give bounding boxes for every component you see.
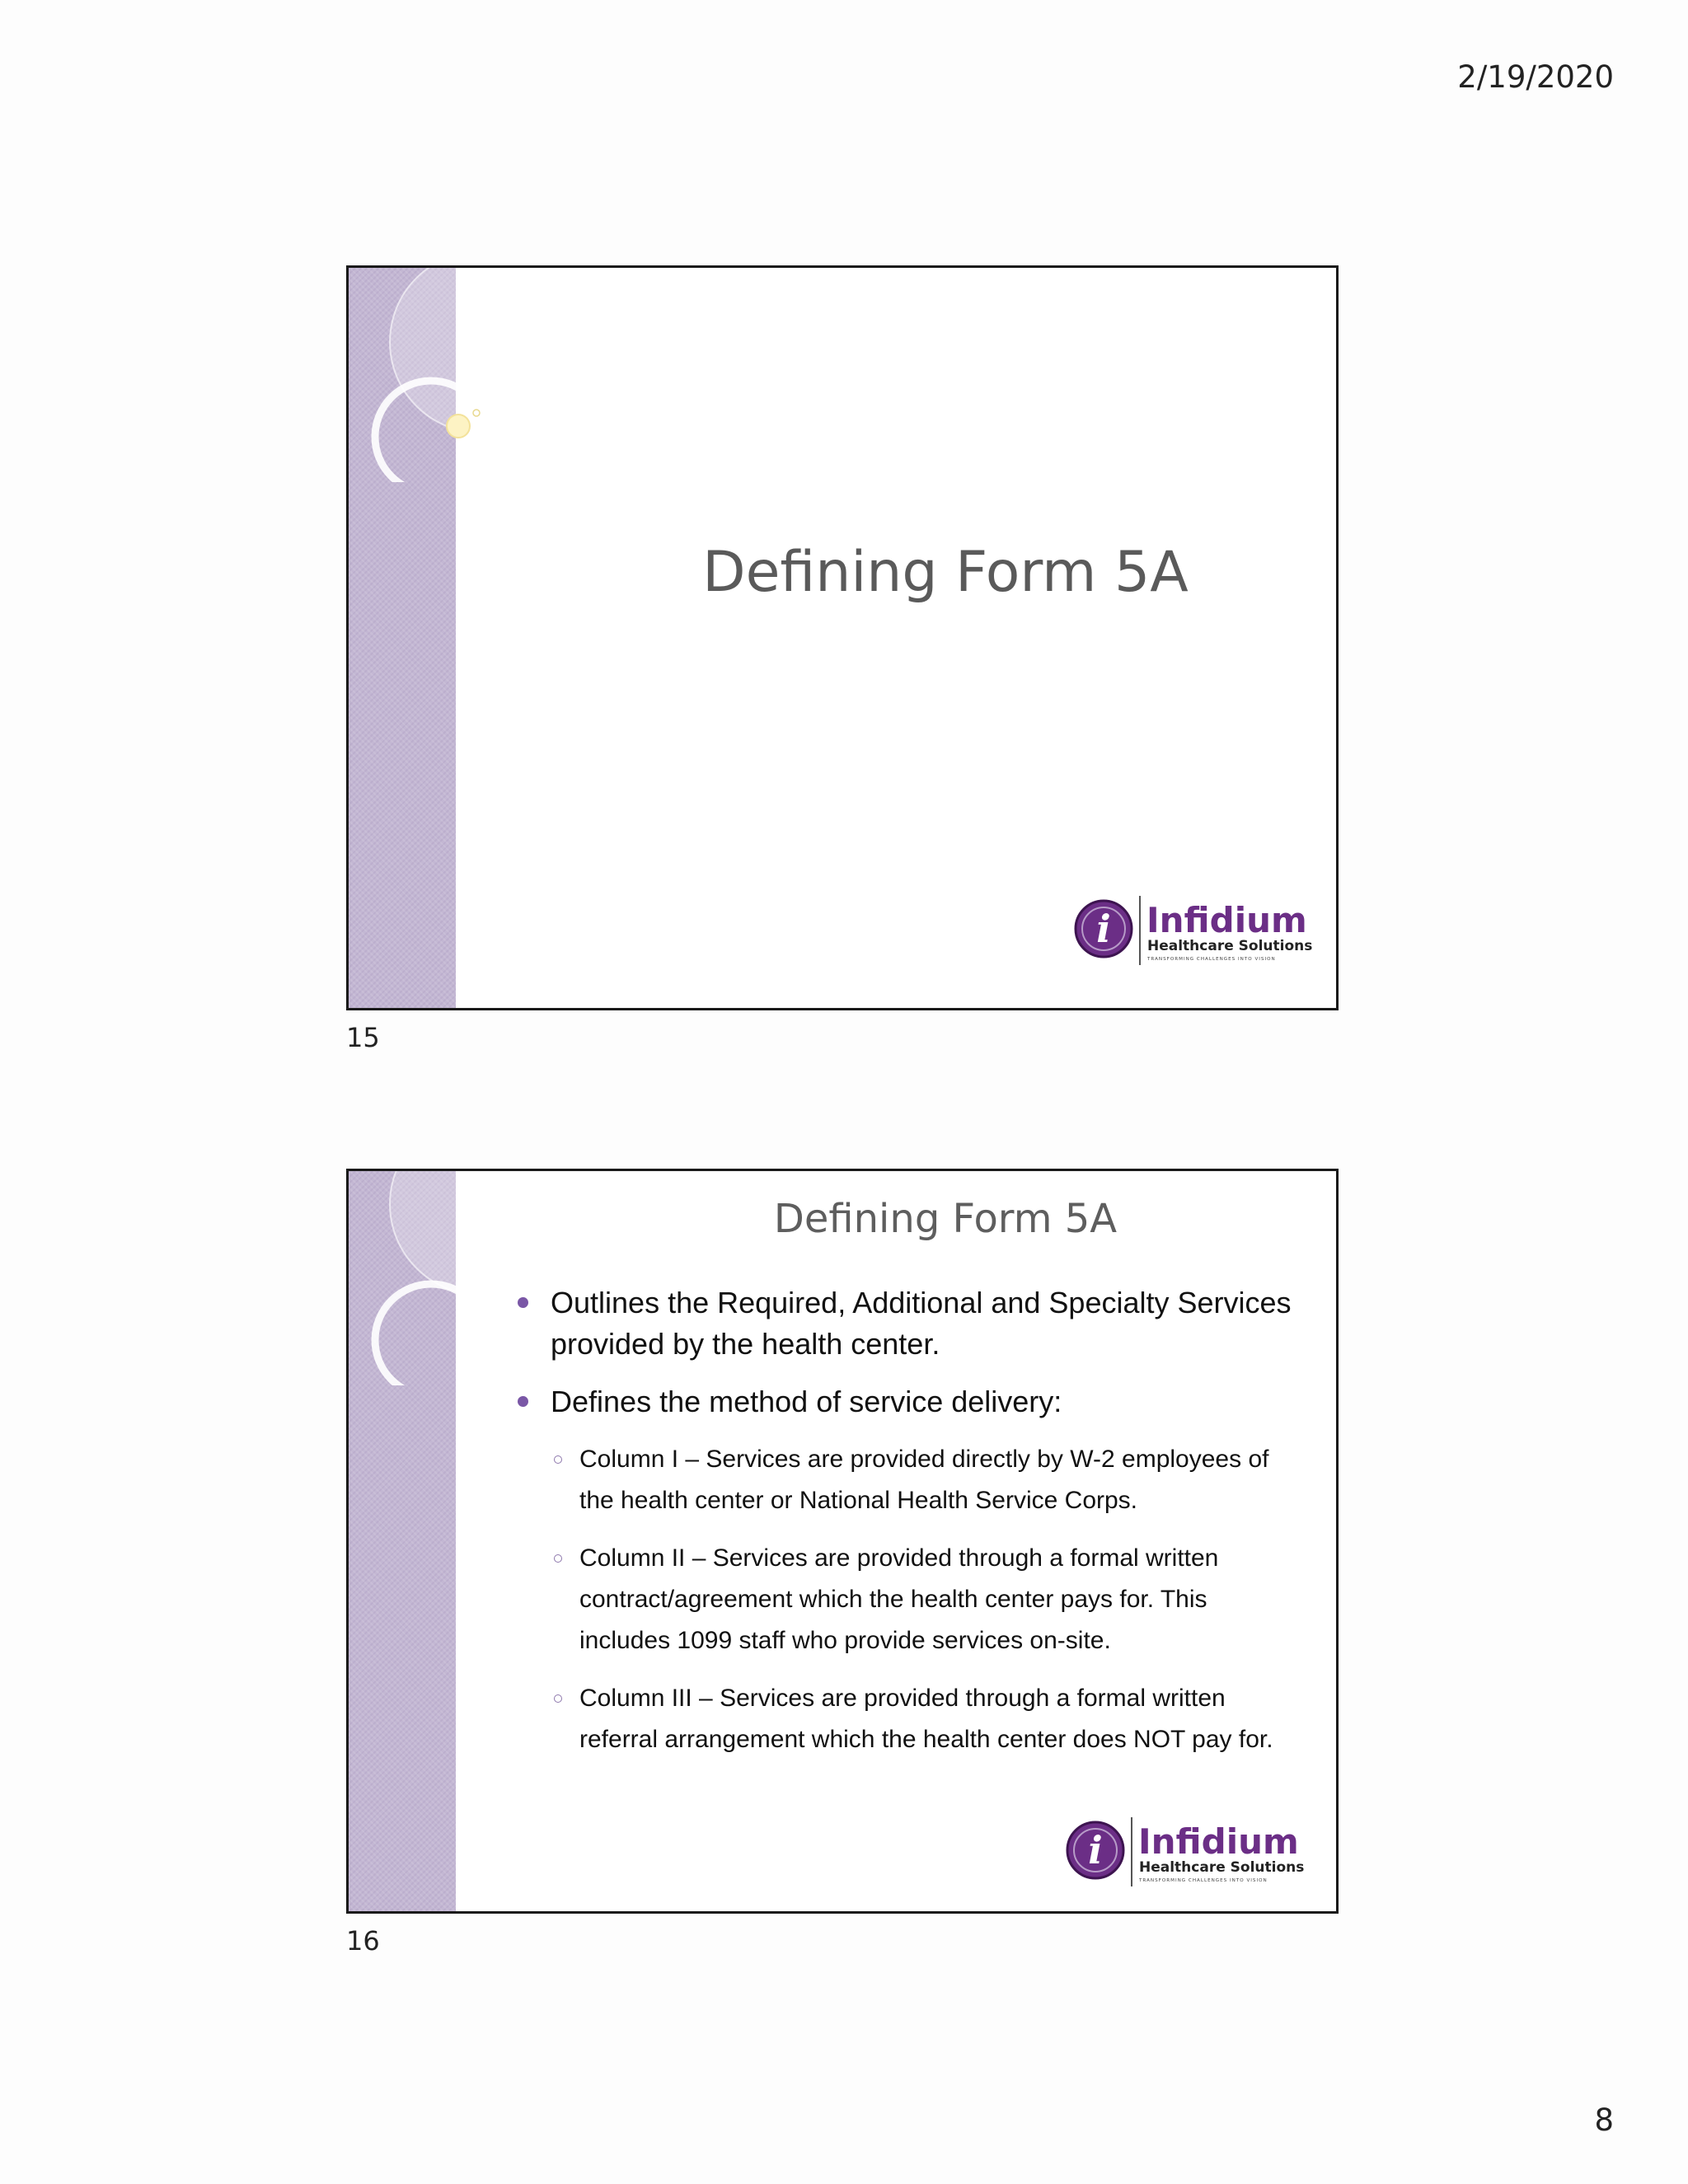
svg-text:TRANSFORMING CHALLENGES INTO V: TRANSFORMING CHALLENGES INTO VISION	[1147, 957, 1276, 962]
sub-bullet-item: Column III – Services are provided through a formal written referral arrangement which the health center does NOT pay for.	[551, 1678, 1292, 1760]
slide-number: 15	[346, 1022, 380, 1053]
page-number: 8	[1594, 2102, 1614, 2138]
svg-text:i: i	[1088, 1828, 1103, 1872]
sub-bullet-item: Column II – Services are provided through a formal written contract/agreement which the health center pays for. This includes 1099 staff who provide services on-site.	[551, 1538, 1292, 1661]
bullet-list	[518, 1282, 1292, 1777]
sub-bullet-list	[551, 1439, 1292, 1760]
slide-15	[346, 265, 1339, 1010]
infidium-logo-icon	[1066, 1809, 1313, 1891]
svg-text:TRANSFORMING CHALLENGES INTO V: TRANSFORMING CHALLENGES INTO VISION	[1139, 1878, 1268, 1883]
svg-text:Infidium: Infidium	[1146, 900, 1307, 940]
sub-bullet-item: Column I – Services are provided directly by W-2 employees of the health center or National Health Service Corps.	[551, 1439, 1292, 1521]
bullet-item: Outlines the Required, Additional and Specialty Services provided by the health center.	[518, 1282, 1292, 1365]
bullet-dot-icon	[518, 1396, 528, 1407]
svg-text:Infidium: Infidium	[1138, 1821, 1299, 1862]
sub-bullet-ring-icon	[554, 1694, 562, 1703]
bullet-dot-icon	[518, 1297, 528, 1308]
slide-title: Defining Form 5A	[773, 1196, 1118, 1242]
slide-title: Defining Form 5A	[702, 540, 1189, 605]
svg-text:Healthcare Solutions: Healthcare Solutions	[1147, 938, 1313, 954]
bullet-item: Defines the method of service delivery: Column I – Services are provided directly by W-2 employees of the health center or National Health Service Corps. Column II – Services are provided through a formal written contract/agreement which the health center pays for. This includes 1099 staff who provide services on-site. Column III – Services are provided through a formal written referral arrangement which the health center does NOT pay for.	[518, 1381, 1292, 1760]
infidium-logo-icon	[1074, 888, 1321, 970]
swirl-decoration-icon	[349, 268, 513, 482]
slide-16	[346, 1169, 1339, 1914]
sub-bullet-ring-icon	[554, 1455, 562, 1464]
page-date: 2/19/2020	[1457, 59, 1614, 95]
slide-number: 16	[346, 1925, 380, 1957]
svg-text:Healthcare Solutions: Healthcare Solutions	[1139, 1859, 1305, 1876]
svg-text:i: i	[1096, 907, 1111, 951]
sub-bullet-ring-icon	[554, 1554, 562, 1563]
